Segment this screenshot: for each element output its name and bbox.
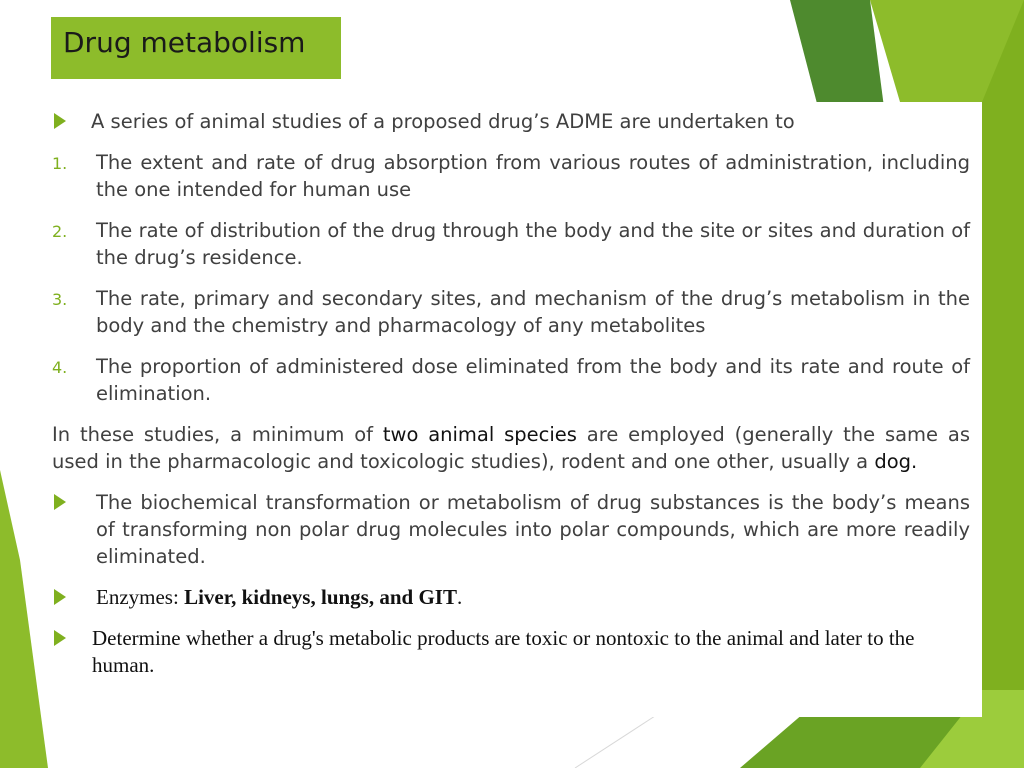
biochem-bullet — [52, 489, 970, 570]
intro-bullet — [52, 108, 970, 135]
item-number: 1. — [52, 154, 68, 173]
numbered-item — [52, 217, 970, 271]
item-text: The rate of distribution of the drug through the body and the site or sites and duration of the drug’s residence. — [96, 219, 970, 269]
item-text: The rate, primary and secondary sites, and mechanism of the drug’s metabolism in the body and the chemistry and pharmacology of any metabolites — [96, 287, 970, 337]
toxicity-text: Determine whether a drug's metabolic products are toxic or nontoxic to the animal and later to the human. — [92, 626, 915, 677]
enzymes-end: . — [456, 585, 463, 609]
numbered-item — [52, 149, 970, 203]
item-text: The proportion of administered dose eliminated from the body and its rate and route of elimination. — [96, 355, 970, 405]
item-number: 3. — [52, 290, 68, 309]
intro-text: A series of animal studies of a proposed drug’s ADME are undertaken to — [91, 110, 795, 133]
triangle-bullet-icon — [54, 630, 66, 646]
toxicity-bullet — [52, 625, 970, 679]
species-dog: dog — [874, 450, 911, 473]
item-text: The extent and rate of drug absorption from various routes of administration, including the one intended for human use — [96, 151, 970, 201]
species-middle: are employed (generally the same as used in the pharmacologic and toxicologic studies), rodent and one other, usually a — [52, 423, 970, 473]
title-box — [51, 17, 341, 79]
enzymes-bullet — [52, 584, 970, 611]
species-paragraph — [52, 421, 970, 475]
triangle-bullet-icon — [54, 113, 66, 129]
left-green-sliver — [0, 470, 48, 768]
item-number: 4. — [52, 358, 68, 377]
enzymes-organs: Liver, kidneys, lungs, and GIT — [184, 585, 457, 609]
enzymes-label: Enzymes: — [96, 585, 185, 609]
triangle-bullet-icon — [54, 589, 66, 605]
species-highlight: two animal species — [382, 423, 577, 446]
species-lead: In these studies, a minimum of — [52, 423, 383, 446]
species-end: . — [911, 450, 918, 473]
numbered-item — [52, 285, 970, 339]
right-green-band — [982, 0, 1024, 768]
slide-body — [52, 108, 970, 693]
numbered-item — [52, 353, 970, 407]
slide-title: Drug metabolism — [63, 26, 306, 59]
item-number: 2. — [52, 222, 68, 241]
faint-diagonal-line — [575, 716, 655, 768]
triangle-bullet-icon — [54, 494, 66, 510]
biochem-text: The biochemical transformation or metabolism of drug substances is the body’s means of transforming non polar drug molecules into polar compounds, which are more readily eliminated. — [96, 491, 970, 568]
